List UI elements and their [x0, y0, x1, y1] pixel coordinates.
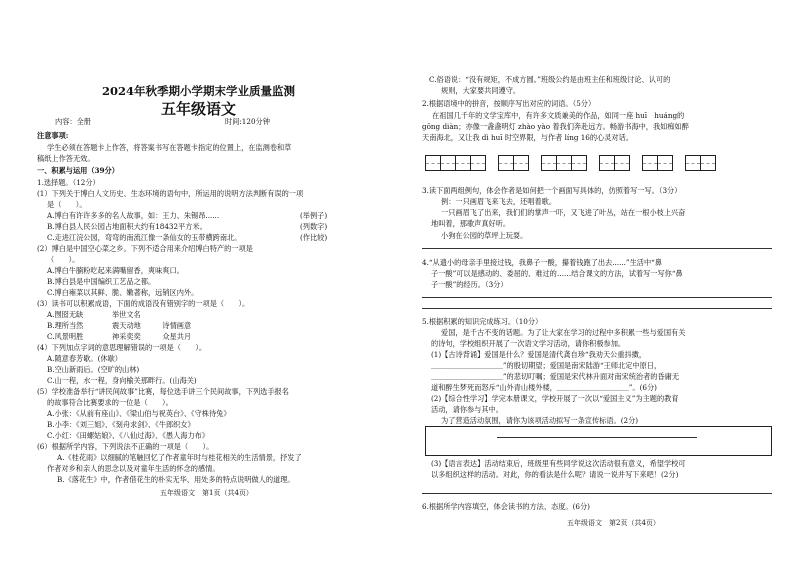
answer-grid[interactable]	[599, 155, 630, 171]
page-footer: 五年级语文 第2页（共4页）	[567, 519, 660, 527]
question-text: (1)【古诗背诵】爱国是什么？爱国是清代龚自珍“我劝天公重抖擞，	[431, 350, 647, 359]
example-text: 例：一只画眉飞来飞去，还唱着歌。	[441, 197, 557, 206]
option: 作者对乡和亲人的思念以及对童年生活的怀念的感情。	[47, 464, 220, 473]
example-text: 小狗在公园的草坪上玩耍。	[441, 231, 528, 240]
option-remark: (作比较)	[300, 233, 328, 242]
option: C.博白雍菜以其鲜、脆、嫩著称，远销区内外。	[47, 288, 199, 297]
question-text: (5）学校准备举行“讲民间故事”比赛，每位选手讲三个民间故事，下列选手报名	[37, 387, 289, 396]
page-right	[397, 0, 794, 561]
option: 规则，大家要共同遵守。	[441, 86, 521, 95]
answer-grid[interactable]	[425, 155, 486, 171]
question-text: 活动，请你参与其中。	[431, 405, 503, 414]
question-text: 子一酸”可以是感动的、委屈的、难过的……结合课文的方法，试着写一写你“鼻	[431, 269, 683, 278]
passage-text: 的诗句，学校组织开展了一次语文学习活动，请你积极参加。	[431, 339, 626, 348]
question-text: (3)【语言表达】活动结束后，班级里有些同学说这次活动很有意义，希望学校可	[431, 459, 686, 468]
question-text: ＿＿＿＿＿＿＿＿＿＿”的殷切期望；爱国是南宋陆游“王师北定中原日，	[431, 361, 662, 370]
question-text: 子一酸”的经历。（3分）	[431, 280, 508, 289]
question-text: 以多组织这样的活动。对此，你的看法是什么呢？请说一说并写下来吧！(2分)	[431, 470, 679, 479]
question-text: ＿＿＿＿＿＿＿＿＿＿”的悲切叮嘱；爱国是宋代林升面对南宋统治者的昏庸无	[431, 372, 680, 381]
question-text: 的故事符合比赛要求的一位是（ ）。	[47, 398, 173, 407]
question-heading: 6.根据所学内容填空，体会读书的方法、态度。(6分)	[422, 502, 590, 511]
passage-text: gōng diàn；亦像一盏盏明灯 zhào yào 着我们奔赴远方。畅游书海中，我如痴如醉	[422, 122, 689, 131]
option-remark: (列数字)	[300, 222, 328, 231]
question-text: (4）下列加点字词的意思理解错误的一项是（ ）。	[37, 343, 207, 352]
question-text: (6）根据所学内容，下列说法不正确的一项是（ ）。	[37, 442, 214, 451]
answer-line[interactable]	[422, 493, 772, 494]
option: A.随意春芳歇。(休歇）	[47, 354, 122, 363]
question-heading: 5.根据积累的知识完成练习。（10分）	[422, 317, 543, 326]
answer-grid[interactable]	[498, 155, 529, 171]
option: C.小红：《田螺姑娘》、《八仙过海》、《愚人海力布》	[47, 431, 210, 440]
option: B.理所当然 震天动地 诗情画意	[47, 321, 192, 330]
option: C.风景明胜 神采奕奕 众星共月	[47, 332, 192, 341]
meta-content: 内容：全册	[55, 117, 91, 126]
answer-line[interactable]	[422, 297, 772, 298]
question-text: 道和醉生梦死而怒斥“山外青山楼外楼，＿＿＿＿＿＿＿＿＿＿”。(6分)	[431, 383, 657, 392]
page-footer: 五年级语文 第1页（共4页）	[160, 489, 253, 497]
question-text: 是（ ）。	[47, 200, 87, 209]
question-heading: 1.选择题。（12分）	[37, 178, 100, 187]
option: B.小李：《刘三姐》、《刻舟求剑》、《牛郎织女》	[47, 420, 195, 429]
example-text: 地叫着，那歌声真好听。	[431, 219, 511, 228]
question-text: (3）读书可以积累成语，下面的成语没有错别字的一项是（ ）。	[37, 299, 250, 308]
option: B.空山新雨后。(空旷的山林)	[47, 365, 140, 374]
answer-grid-row	[425, 155, 728, 171]
meta-time: 时间:120分钟	[225, 117, 270, 126]
question-heading: 3.读下面两组例句，体会作者是如何把一个画面写具体的，仿照着写一写。（3分）	[422, 186, 682, 195]
option: A.囫囵无缺 举世文名	[47, 310, 141, 319]
passage-text: 在祖国几千年的文学宝库中，有许多文质兼美的作品，如同一座 huī huáng的	[432, 111, 685, 120]
notice-line: 学生必须在答题卡上作答，将答案书写在答题卡指定的位置上，在监测卷和草	[47, 143, 292, 152]
option: C.俗语说：“没有规矩，不成方圆。”班级公约是由班主任和班级讨论、认可的	[429, 75, 671, 84]
option: A.博白牛腩粉吃起来满嘴留香，爽味爽口。	[47, 266, 184, 275]
question-heading: 4.“从遗小的母亲手里接过钱，我鼻子一酸，攥着钱跑了出去......”生活中“鼻	[422, 258, 663, 267]
answer-grid[interactable]	[685, 155, 716, 171]
option: C.山一程，水一程，身向榆关那畔行。(山海关)	[47, 376, 197, 385]
notice-line: 稿纸上作答无效。	[37, 154, 95, 163]
section-heading: 一、积累与运用（39分）	[37, 166, 119, 175]
passage-text: 爱国，是千古不变的话题。为了让大家在学习的过程中多积累一些与爱国有关	[441, 328, 686, 337]
answer-line[interactable]	[422, 308, 772, 309]
option: A.博白有许许多多的名人故事，如：王力、朱锡昂......	[47, 211, 220, 220]
answer-line[interactable]	[422, 248, 772, 249]
option: A.《桂花雨》以细腻的笔触回忆了作者童年时与桂花相关的生活情景，抒发了	[57, 453, 302, 462]
question-text: (2)【综合性学习】学完本册课文，学校开展了一次以“爱国主义”为主题的教育	[431, 394, 679, 403]
example-text: 一只画眉飞了出来，我们们的掌声一吓，又飞进了叶丛，站在一根小枝上兴奋	[441, 208, 686, 217]
option-remark: (举例子)	[300, 211, 328, 220]
answer-grid[interactable]	[541, 155, 587, 171]
question-text: 为了营造活动氛围，请你为该项活动拟写一条宣传标语。(2分)	[441, 416, 639, 425]
answer-grid[interactable]	[642, 155, 673, 171]
exam-subtitle: 五年级语文	[160, 100, 236, 118]
option: C.走进江浣公园，弯弯的南流江像一条仙女的玉带横跨南北。	[47, 233, 242, 242]
question-heading: 2.根据语境中的拼音，按顺序写出对应的词语。（5分）	[422, 99, 596, 108]
option: B.《落花生》中，作者借花生的朴实无华、用处多的特点说明做人的道理。	[57, 475, 295, 484]
notice-heading: 注意事项:	[37, 131, 69, 140]
option: A.小张：《从前有座山》、《梁山伯与祝英台》、《守株待兔》	[47, 409, 231, 418]
passage-text: 天南海北，又让我 dì huī 时空界限，与作者 líng 16的心灵对话。	[422, 133, 633, 142]
question-text: (2）博白是中国空心菜之乡。下列不适合用来介绍博白特产的一项是	[37, 244, 253, 253]
question-text: （ ）。	[47, 255, 80, 264]
option: B.博白县是中国编织工艺品之都。	[47, 277, 156, 286]
question-text: (1）下列关于博白人文历史、生态环境的语句中，所运用的说明方法判断有误的一项	[37, 189, 304, 198]
option: B.博白县人民公园占地面积大约有18432平方米。	[47, 222, 207, 231]
answer-box[interactable]	[425, 426, 772, 456]
exam-title: 2024年秋季期小学期末学业质量监测	[101, 84, 295, 98]
